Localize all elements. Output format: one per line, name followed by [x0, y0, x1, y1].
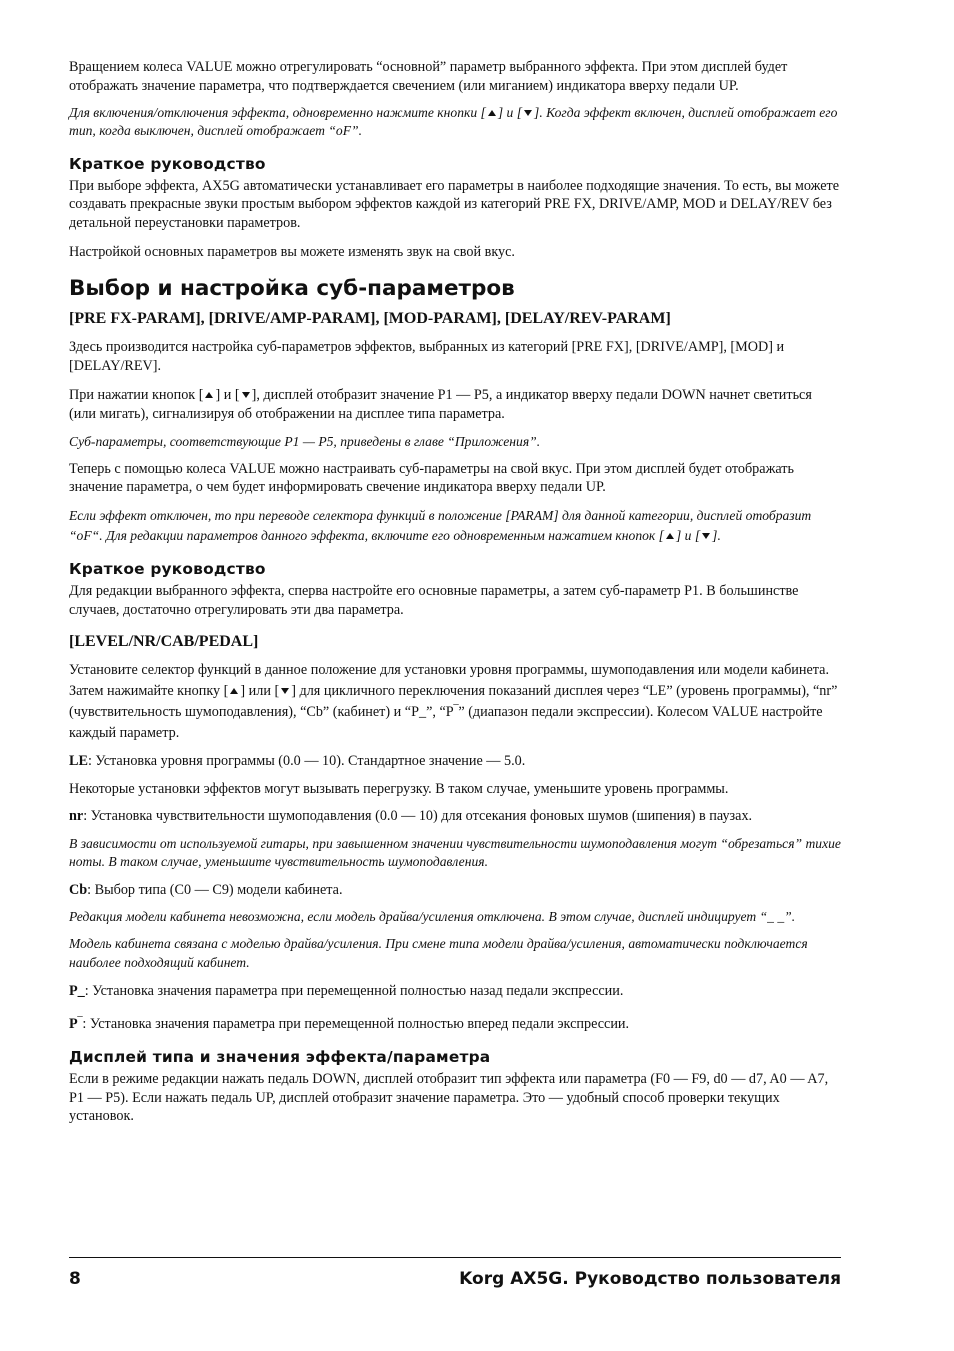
paragraph-text: ] или [	[240, 683, 280, 700]
footer-divider	[69, 1257, 841, 1258]
note	[69, 506, 841, 546]
subsection-heading-param: [PRE FX-PARAM], [DRIVE/AMP-PARAM], [MOD-PARAM], [DELAY/REV-PARAM]	[69, 310, 671, 328]
page-footer	[69, 1268, 841, 1290]
note: Редакция модели кабинета невозможна, если модель драйва/усиления отключена. В этом случае, дисплей индицирует “_ _”.	[69, 909, 796, 925]
definition-text: : Установка значения параметра при перемещенной полностью вперед педали экспрессии.	[82, 1015, 630, 1032]
chapter-heading: Выбор и настройка суб-параметров	[69, 276, 515, 302]
definition-pedal-back	[69, 982, 841, 1001]
note-text: Для включения/отключения эффекта, одновременно нажмите кнопки [	[69, 105, 486, 121]
definition-nr	[69, 807, 841, 826]
page-number: 8	[69, 1269, 81, 1289]
paragraph	[69, 386, 841, 423]
paragraph: Если в режиме редакции нажать педаль DOWN, дисплей отобразит тип эффекта или параметра (F0 — F9, d0 — d7, A0 — A7, P1 — P5). Если нажать педаль UP, дисплей отобразит значение параметра. Это — удобный способ проверки текущих установок.	[69, 1071, 829, 1125]
paragraph-text: ] для цикличного переключения показаний дисплея через “LE” (уровень программы), “nr” (чувствительность шумоподавления), “Cb” (кабинет) и “P_”, “P‾” (диапазон педали экспрессии). Колесом VALUE настройте каждый параметр.	[69, 683, 838, 742]
paragraph-text: При нажатии кнопок [	[69, 387, 204, 404]
paragraph: Теперь с помощью колеса VALUE можно настраивать суб-параметры на свой вкус. При этом дисплей будет отображать значение параметра, о чем будет информировать свечение индикатора вверху педали UP.	[69, 460, 794, 496]
note	[69, 104, 841, 141]
arrow-down-icon	[524, 110, 532, 116]
note: Модель кабинета связана с моделью драйва/усиления. При смене типа модели драйва/усиления, автоматически подключается наиболее подходящий кабинет.	[69, 936, 808, 970]
definition-text: : Установка значения параметра при перемещенной полностью назад педали экспрессии.	[84, 983, 624, 1000]
section-heading-quick-guide: Краткое руководство	[69, 560, 266, 579]
definition-pedal-forward	[69, 1015, 841, 1034]
term: P_	[69, 983, 85, 1000]
paragraph: Вращением колеса VALUE можно отрегулировать “основной” параметр выбранного эффекта. При этом дисплей будет отображать значение параметра, что подтверждается свечением (или миганием) индикатора вверху педали UP.	[69, 59, 788, 94]
paragraph-text: Установите селектор функций в данное положение для установки уровня программы, шумоподавления или модели кабинета. Затем нажимайте кнопку [	[69, 662, 829, 700]
note: Суб-параметры, соответствующие P1 — P5, приведены в главе “Приложения”.	[69, 433, 541, 449]
paragraph: Здесь производится настройка суб-параметров эффектов, выбранных из категорий [PRE FX], [DRIVE/AMP], [MOD] и [DELAY/REV].	[69, 339, 785, 374]
paragraph	[69, 660, 841, 744]
section-heading-quick-guide: Краткое руководство	[69, 154, 266, 173]
definition-text: : Выбор типа (C0 — C9) модели кабинета.	[87, 881, 343, 898]
arrow-down-icon	[281, 688, 289, 694]
manual-title: Korg AX5G. Руководство пользователя	[459, 1269, 841, 1289]
note-text: ] и [	[675, 528, 701, 544]
term: Cb	[69, 881, 88, 898]
paragraph: Для редакции выбранного эффекта, сперва настройте его основные параметры, а затем суб-параметр P1. В большинстве случаев, достаточно отрегулировать эти два параметра.	[69, 583, 799, 618]
note-text: ] и [	[497, 105, 523, 121]
definition-text: : Установка чувствительности шумоподавления (0.0 — 10) для отсекания фоновых шумов (шипения) в паузах.	[83, 808, 753, 825]
paragraph: Некоторые установки эффектов могут вызывать перегрузку. В таком случае, уменьшите уровень программы.	[69, 780, 729, 797]
paragraph: Настройкой основных параметров вы можете изменять звук на свой вкус.	[69, 243, 515, 260]
arrow-down-icon	[702, 533, 710, 539]
term: nr	[69, 808, 84, 825]
note-text: ].	[712, 528, 721, 544]
section-heading-display: Дисплей типа и значения эффекта/параметра	[69, 1048, 491, 1067]
arrow-up-icon	[666, 533, 674, 539]
arrow-up-icon	[230, 688, 238, 694]
definition-cb	[69, 881, 841, 900]
note-text: Если эффект отключен, то при переводе селектора функций в положение [PARAM] для данной категории, дисплей отобразит “oF“. Для редакции параметров данного эффекта, включите его одновременным нажатием кнопок [	[69, 508, 812, 544]
arrow-down-icon	[242, 392, 250, 398]
paragraph: При выборе эффекта, AX5G автоматически устанавливает его параметры в наиболее подходящие значения. То есть, вы можете создавать прекрасные звуки простым выбором эффектов каждой из категорий PRE FX, DRIVE/AMP, MOD и DELAY/REV без детальной переустановки параметров.	[69, 177, 840, 231]
paragraph-text: ], дисплей отобразит значение P1 — P5, а индикатор вверху педали DOWN начнет светиться (или мигать), сигнализируя об отображении на дисплее типа параметра.	[69, 387, 812, 422]
term: LE	[69, 753, 88, 770]
document-page	[69, 58, 841, 1126]
paragraph-text: ] и [	[215, 387, 240, 404]
arrow-up-icon	[488, 110, 496, 116]
arrow-up-icon	[205, 392, 213, 398]
definition-le	[69, 752, 841, 771]
term: P‾	[69, 1015, 83, 1032]
note-text: ]. Когда эффект включен, дисплей отображает его тип, когда выключен, дисплей отображает “oF”.	[69, 105, 838, 139]
subsection-heading-level: [LEVEL/NR/CAB/PEDAL]	[69, 633, 259, 651]
note: В зависимости от используемой гитары, при завышенном значении чувствительности шумоподавления могут “обрезаться” тихие ноты. В таком случае, уменьшите чувствительность шумоподавления.	[69, 835, 841, 870]
definition-text: : Установка уровня программы (0.0 — 10). Стандартное значение — 5.0.	[87, 753, 526, 770]
